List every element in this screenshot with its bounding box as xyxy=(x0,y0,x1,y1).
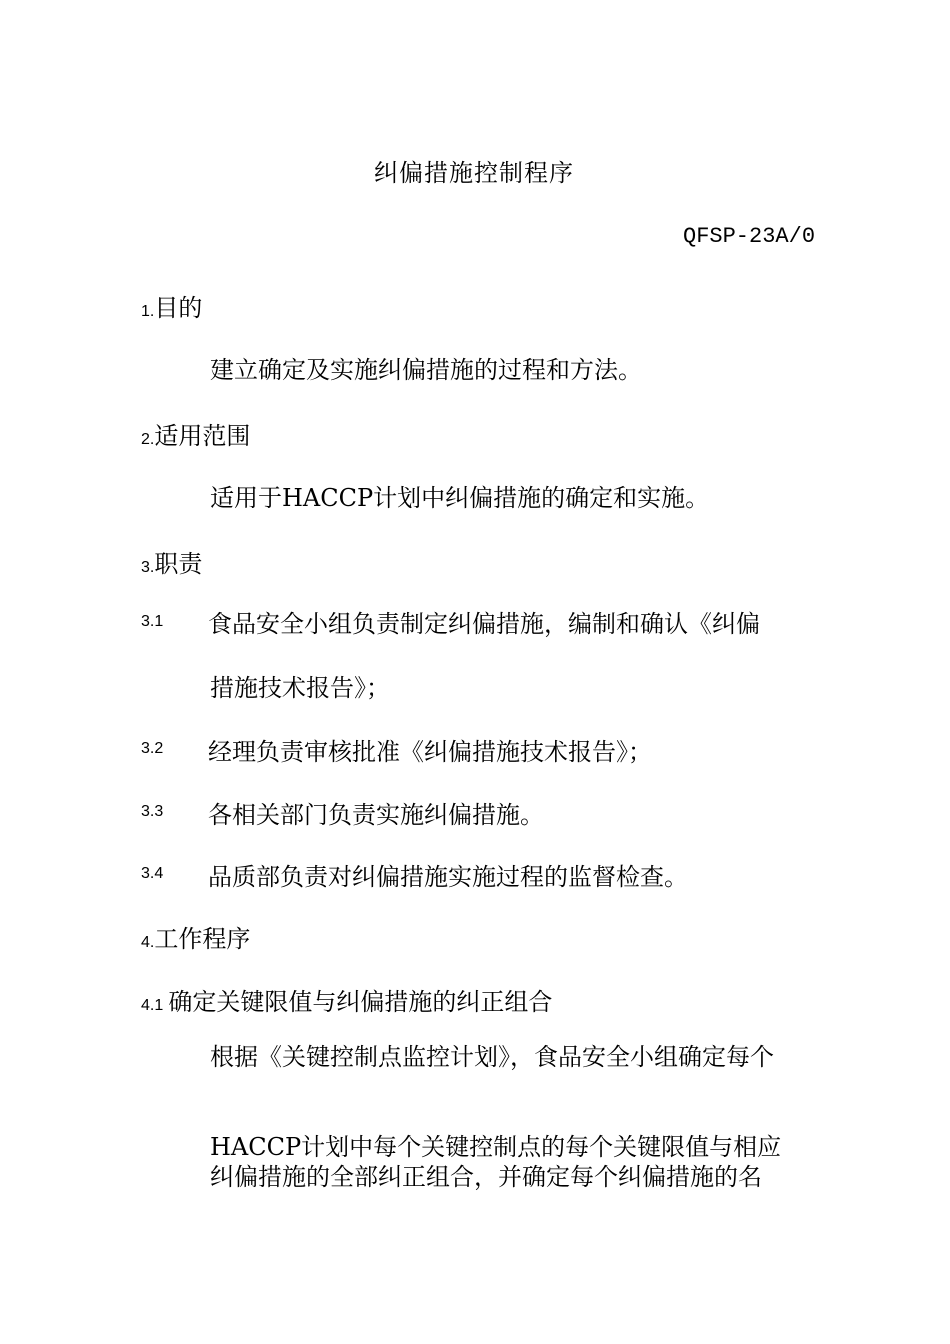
section-2-body: 适用于HACCP计划中纠偏措施的确定和实施。 xyxy=(210,484,710,512)
section-2-number: 2. xyxy=(141,431,155,448)
item-3-2-text: 经理负责审核批准《纠偏措施技术报告》； xyxy=(208,738,652,766)
section-1-heading xyxy=(141,288,202,323)
section-2-title: 适用范围 xyxy=(154,422,251,450)
item-3-4-number: 3.4 xyxy=(141,865,164,882)
item-3-2-number: 3.2 xyxy=(141,740,164,757)
item-3-1-text-line1: 食品安全小组负责制定纠偏措施，编制和确认《纠偏 xyxy=(208,610,760,638)
section-3-number: 3. xyxy=(141,559,155,576)
section-2-heading xyxy=(141,416,250,451)
section-1-number: 1. xyxy=(141,303,155,320)
section-1-title: 目的 xyxy=(154,294,203,322)
section-1-body: 建立确定及实施纠偏措施的过程和方法。 xyxy=(210,356,642,384)
section-3-title: 职责 xyxy=(154,550,203,578)
item-3-1-text-line2: 措施技术报告》； xyxy=(210,674,390,702)
section-3-heading xyxy=(141,544,202,579)
item-3-1-number: 3.1 xyxy=(141,613,164,630)
section-4-heading xyxy=(141,919,250,954)
subsection-4-1-heading xyxy=(141,982,552,1017)
subsection-4-1-title: 确定关键限值与纠偏措施的纠正组合 xyxy=(168,988,553,1016)
subsection-4-1-number: 4.1 xyxy=(141,997,164,1014)
subsection-4-1-paragraph-2: HACCP计划中每个关键控制点的每个关键限值与相应纠偏措施的全部纠正组合，并确定每个纠偏措施的名 xyxy=(210,1133,782,1191)
item-3-4-text: 品质部负责对纠偏措施实施过程的监督检查。 xyxy=(208,863,688,891)
document-title: 纠偏措施控制程序 xyxy=(374,159,574,187)
document-number: QFSP-23A/0 xyxy=(683,224,816,249)
section-4-number: 4. xyxy=(141,934,155,951)
subsection-4-1-paragraph-1: 根据《关键控制点监控计划》，食品安全小组确定每个 xyxy=(210,1043,774,1071)
item-3-3-number: 3.3 xyxy=(141,803,164,820)
section-4-title: 工作程序 xyxy=(154,925,251,953)
item-3-3-text: 各相关部门负责实施纠偏措施。 xyxy=(208,801,544,829)
